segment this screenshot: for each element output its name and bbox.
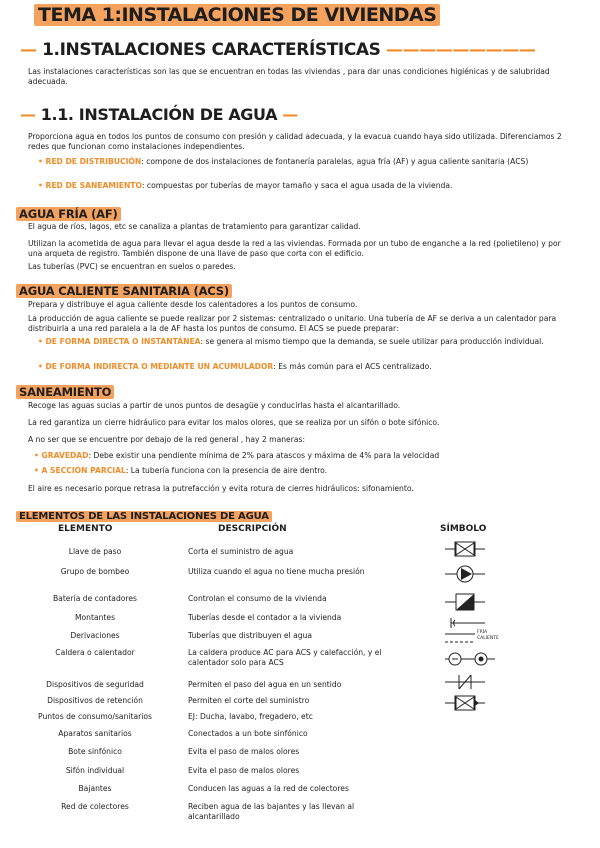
col-header-simbolo: SÍMBOLO (440, 524, 487, 534)
descripcion-cell: Controlan el consumo de la vivienda (188, 594, 327, 603)
descripcion-cell: Conectados a un bote sinfónico (188, 729, 308, 738)
descripcion-cell: La caldera produce AC para ACS y calefacción, y el calentador solo para ACS (188, 648, 382, 667)
descripcion-cell: Evita el paso de malos olores (188, 747, 300, 756)
elemento-cell: Batería de contadores (52, 594, 138, 603)
elemento-cell: Sifón individual (65, 766, 125, 775)
elemento-cell: Derivaciones (70, 631, 120, 640)
section-1-text: Las instalaciones características son las que se encuentran en todas las viviendas , para dar unas condiciones higiénicas y de salubridad adecuada. (28, 67, 550, 86)
agua-fria-p2: Utilizan la acometida de agua para llevar el agua desde la red a las viviendas. Formada por un tubo de enganche a la red (polietileno) y por una arqueta de registro. También dispone de una llave de paso que corta con el edificio. (28, 239, 561, 258)
acs-p2: La producción de agua caliente se puede realizar por 2 sistemas: centralizado o unitario. Una tubería de AF se deriva a un calentador para distribuirla a una red paralela a la de AF hasta los puntos de consumo. El ACS se puede preparar: (28, 314, 557, 333)
saneamiento-p1: Recoge las aguas sucias a partir de unos puntos de desagüe y conducirlas hasta el alcantarillado. (28, 401, 401, 410)
col-header-descripcion: DESCRIPCIÓN (218, 524, 287, 534)
dispositivo-retencion-symbol-icon (445, 694, 485, 712)
bullet-red-saneamiento: • RED DE SANEAMIENTO: compuestas por tuberías de mayor tamaño y saca el agua usada de la vivienda. (38, 181, 453, 190)
agua-fria-heading: AGUA FRÍA (AF) (16, 203, 121, 222)
descripcion-cell: Tuberías que distribuyen el agua (188, 631, 313, 640)
elemento-cell: Dispositivos de retención (47, 696, 143, 705)
section-1-1-heading: — 1.1. INSTALACIÓN DE AGUA — (20, 105, 298, 124)
acs-heading: AGUA CALIENTE SANITARIA (ACS) (16, 280, 232, 299)
bateria-contadores-symbol-icon (445, 592, 485, 612)
elemento-cell: Puntos de consumo/sanitarios (38, 712, 152, 721)
bullet-seccion-parcial: • A SECCIÓN PARCIAL: La tubería funciona con la presencia de aire dentro. (34, 466, 328, 475)
descripcion-cell: Reciben agua de las bajantes y las llevan al alcantarillado (188, 802, 355, 821)
bullet-forma-indirecta: • DE FORMA INDIRECTA O MEDIANTE UN ACUMULADOR: Es más común para el ACS centralizado. (38, 362, 432, 371)
elemento-cell: Grupo de bombeo (60, 567, 130, 576)
acs-p1: Prepara y distribuye el agua caliente desde los calentadores a los puntos de consumo. (28, 300, 358, 309)
derivaciones-legend: FRÍA CALIENTE (477, 630, 499, 641)
dispositivo-seguridad-symbol-icon (445, 673, 485, 691)
elemento-cell: Dispositivos de seguridad (46, 680, 144, 689)
elemento-cell: Caldera o calentador (55, 648, 135, 657)
elemento-cell: Red de colectores (61, 802, 129, 811)
descripcion-cell: Tuberías desde el contador a la vivienda (188, 613, 342, 622)
llave-de-paso-symbol-icon (445, 540, 485, 558)
agua-fria-p3: Las tuberías (PVC) se encuentran en suelos o paredes. (28, 262, 236, 271)
montantes-symbol-icon (445, 617, 485, 629)
elemento-cell: Bajantes (78, 784, 112, 793)
descripcion-cell: Evita el paso de malos olores (188, 766, 300, 775)
descripcion-cell: EJ: Ducha, lavabo, fregadero, etc (188, 712, 313, 721)
saneamiento-p3: A no ser que se encuentre por debajo de la red general , hay 2 maneras: (28, 435, 306, 444)
caldera-symbol-icon (445, 650, 495, 668)
elemento-cell: Bote sinfónico (68, 747, 122, 756)
elementos-heading: ELEMENTOS DE LAS INSTALACIONES DE AGUA (16, 504, 272, 523)
descripcion-cell: Utiliza cuando el agua no tiene mucha presión (188, 567, 365, 576)
bullet-red-distribucion: • RED DE DISTRIBUCIÓN: compone de dos instalaciones de fontanería paralelas, agua fría (AF) y agua caliente sanitaria (ACS) (38, 157, 529, 166)
descripcion-cell: Permiten el corte del suministro (188, 696, 310, 705)
col-header-elemento: ELEMENTO (58, 524, 113, 534)
saneamiento-p4: El aire es necesario porque retrasa la putrefacción y evita rotura de cierres hidráulicos: sifonamiento. (28, 484, 414, 493)
descripcion-cell: Corta el suministro de agua (188, 547, 294, 556)
elemento-cell: Montantes (74, 613, 116, 622)
bullet-forma-directa: • DE FORMA DIRECTA O INSTANTÁNEA: se genera al mismo tiempo que la demanda, se suele utilizar para producción individual. (38, 337, 544, 346)
agua-fria-p1: El agua de ríos, lagos, etc se canaliza a plantas de tratamiento para garantizar calidad. (28, 222, 361, 231)
section-1-1-intro: Proporciona agua en todos los puntos de consumo con presión y calidad adecuada, y la evacua cuando haya sido utilizada. Diferenciamos 2 redes que funcionan como instalaciones independientes. (28, 132, 562, 151)
elemento-cell: Aparatos sanitarios (58, 729, 132, 738)
bullet-gravedad: • GRAVEDAD: Debe existir una pendiente mínima de 2% para atascos y máxima de 4% para la velocidad (34, 451, 440, 460)
grupo-de-bombeo-symbol-icon (445, 564, 485, 584)
descripcion-cell: Conducen las aguas a la red de colectores (188, 784, 349, 793)
descripcion-cell: Permiten el paso del agua en un sentido (188, 680, 342, 689)
section-1-heading: — 1.INSTALACIONES CARACTERÍSTICAS ————————— (20, 40, 536, 60)
page-title: TEMA 1:INSTALACIONES DE VIVIENDAS (34, 4, 440, 26)
saneamiento-heading: SANEAMIENTO (16, 381, 114, 400)
elemento-cell: Llave de paso (68, 547, 122, 556)
saneamiento-p2: La red garantiza un cierre hidráulico para evitar los malos olores, que se realiza por un sifón o bote sifónico. (28, 418, 440, 427)
